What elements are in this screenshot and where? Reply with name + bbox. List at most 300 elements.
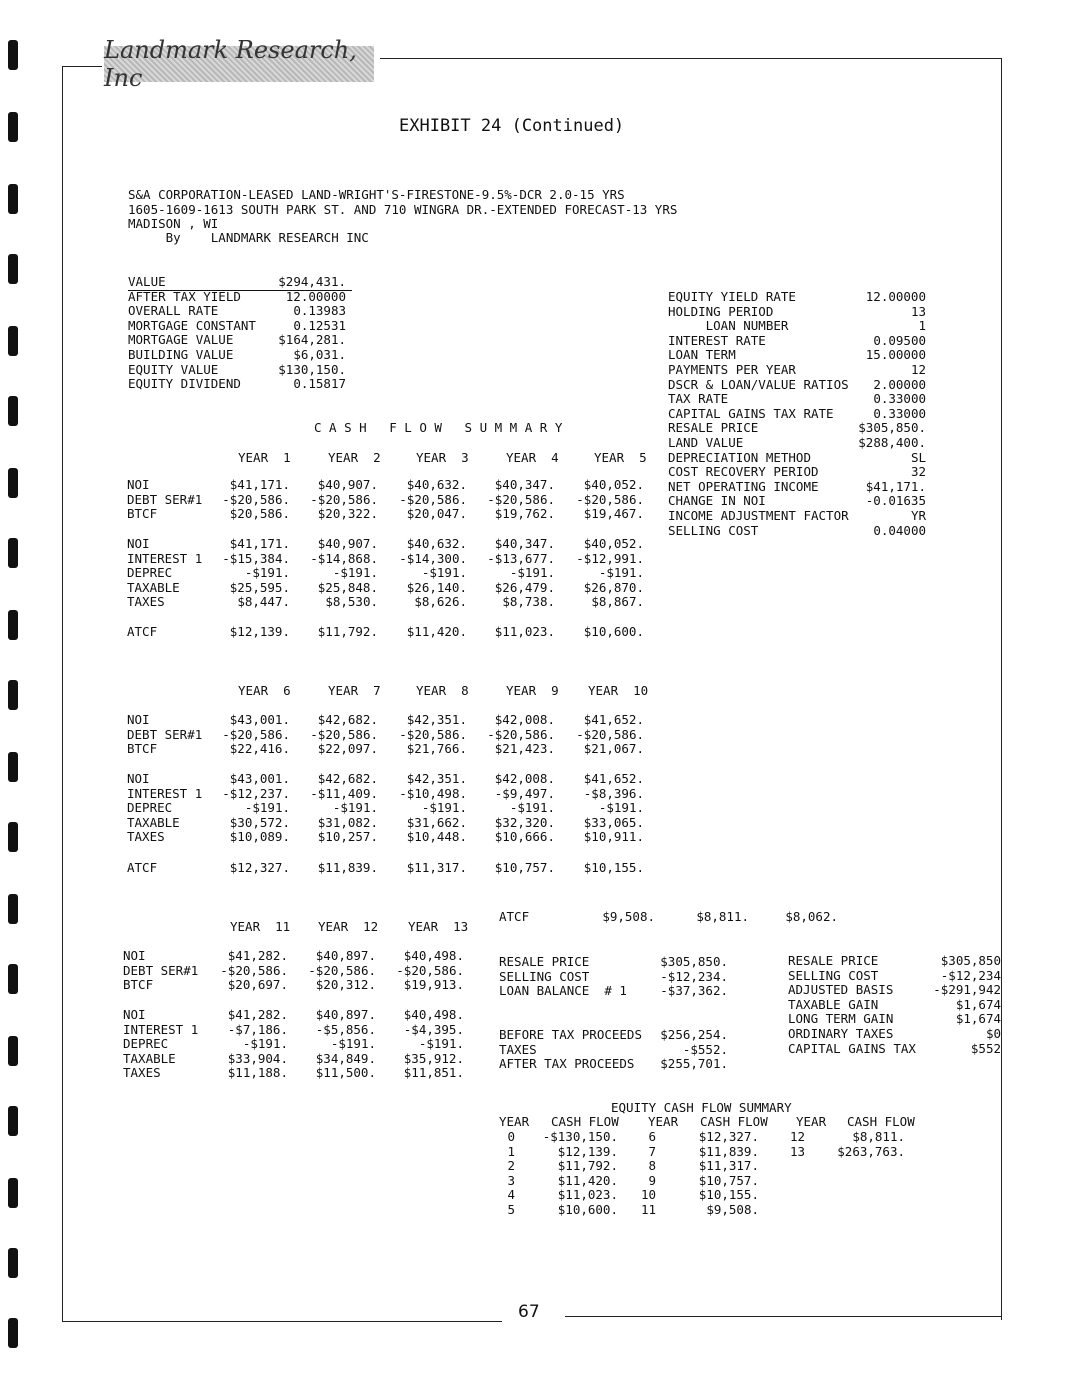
- row-label: INTEREST 1: [127, 785, 203, 801]
- ecfs-year: 4: [507, 1187, 515, 1203]
- binder-hole: [8, 680, 18, 710]
- assumption-value: 0.09500: [873, 332, 926, 348]
- cell-value: -$20,586.: [487, 491, 555, 507]
- exhibit-title: EXHIBIT 24 (Continued): [399, 116, 625, 136]
- gain-value: $305,850: [940, 953, 1001, 968]
- proceeds-value: $255,701.: [660, 1056, 728, 1072]
- assumption-label: LAND VALUE: [668, 435, 744, 450]
- assumption-label: PAYMENTS PER YEAR: [668, 362, 796, 377]
- frame-line: [380, 58, 1002, 59]
- cell-value: $8,738.: [502, 594, 555, 610]
- resale-value: $305,850.: [660, 954, 728, 969]
- resale-value: -$37,362.: [660, 983, 728, 999]
- assumption-label: RESALE PRICE: [668, 420, 759, 436]
- binder-hole: [8, 40, 18, 70]
- year-header: YEAR 8: [416, 683, 469, 698]
- ecfs-header-year: YEAR: [796, 1114, 827, 1129]
- year-header: YEAR 9: [506, 683, 559, 698]
- cell-value: $10,666.: [494, 829, 555, 845]
- valuation-value: $130,150.: [278, 361, 346, 377]
- assumption-value: 15.00000: [865, 347, 926, 363]
- cell-value: -$20,586.: [310, 491, 378, 507]
- assumption-label: EQUITY YIELD RATE: [668, 289, 796, 304]
- cell-value: -$20,586.: [399, 491, 467, 507]
- cell-value: $8,626.: [414, 594, 467, 610]
- row-label: ATCF: [499, 909, 530, 924]
- cell-value: $8,530.: [325, 594, 378, 610]
- row-label: NOI: [127, 477, 150, 492]
- ecfs-cash-flow: $10,155.: [698, 1187, 759, 1203]
- cell-value: -$20,586.: [576, 491, 644, 507]
- cell-value: $22,416.: [229, 741, 290, 757]
- binder-hole: [8, 112, 18, 142]
- ecfs-cash-flow: $11,420.: [557, 1172, 618, 1188]
- cell-value: $8,062.: [785, 909, 838, 924]
- cell-value: $11,792.: [317, 624, 378, 639]
- cell-value: -$191.: [332, 565, 378, 581]
- frame-line: [62, 66, 102, 67]
- binder-hole: [8, 1318, 18, 1348]
- cell-value: $42,682.: [317, 712, 378, 727]
- assumption-value: SL: [910, 449, 926, 465]
- cell-value: $40,907.: [317, 477, 378, 492]
- cell-value: $11,851.: [403, 1065, 464, 1081]
- valuation-value: 0.13983: [293, 303, 346, 319]
- assumption-label: LOAN TERM: [668, 347, 736, 363]
- year-header: YEAR 1: [238, 450, 291, 465]
- binder-hole: [8, 1178, 18, 1208]
- valuation-label: MORTGAGE CONSTANT: [128, 317, 256, 333]
- cell-value: $41,282.: [227, 948, 288, 963]
- cell-value: $12,327.: [229, 860, 290, 875]
- cell-value: -$191.: [244, 565, 290, 581]
- row-label: DEPREC: [123, 1036, 169, 1052]
- ecfs-year: 11: [640, 1202, 656, 1217]
- property-header-line: 1605-1609-1613 SOUTH PARK ST. AND 710 WINGRA DR.-EXTENDED FORECAST-13 YRS: [128, 202, 678, 217]
- binder-hole: [8, 822, 18, 852]
- binder-hole: [8, 326, 18, 356]
- year-header: YEAR 6: [238, 683, 291, 698]
- cell-value: -$14,868.: [310, 550, 378, 566]
- cell-value: $10,257.: [317, 829, 378, 845]
- cell-value: $20,697.: [227, 977, 288, 993]
- assumption-label: NET OPERATING INCOME: [668, 478, 819, 494]
- cell-value: -$20,586.: [222, 491, 290, 507]
- cell-value: $20,047.: [406, 506, 467, 522]
- cell-value: -$13,677.: [487, 550, 555, 566]
- ecfs-cash-flow: $11,792.: [557, 1158, 618, 1174]
- assumption-label: SELLING COST: [668, 522, 759, 538]
- row-label: INTEREST 1: [127, 550, 203, 566]
- page-number: 67: [518, 1302, 540, 1322]
- ecfs-cash-flow: -$130,150.: [542, 1129, 618, 1144]
- cell-value: $32,320.: [494, 814, 555, 830]
- gain-label: CAPITAL GAINS TAX: [788, 1040, 916, 1056]
- cell-value: $30,572.: [229, 814, 290, 830]
- cell-value: $40,897.: [315, 1007, 376, 1022]
- proceeds-label: AFTER TAX PROCEEDS: [499, 1056, 635, 1072]
- cell-value: $40,498.: [403, 1007, 464, 1022]
- row-label: DEPREC: [127, 565, 173, 581]
- row-label: BTCF: [127, 506, 158, 522]
- gain-label: RESALE PRICE: [788, 953, 879, 968]
- cell-value: $20,312.: [315, 977, 376, 993]
- cell-value: $21,067.: [583, 741, 644, 757]
- assumption-value: 2.00000: [873, 376, 926, 392]
- cell-value: $40,347.: [494, 536, 555, 551]
- gain-value: -$291,942: [933, 982, 1001, 998]
- cell-value: -$191.: [598, 565, 644, 581]
- cell-value: $42,008.: [494, 712, 555, 727]
- ecfs-year: 8: [648, 1158, 656, 1174]
- row-label: BTCF: [127, 741, 158, 757]
- frame-line: [62, 66, 63, 1322]
- binder-hole: [8, 1106, 18, 1136]
- valuation-label: EQUITY VALUE: [128, 361, 219, 377]
- cell-value: $26,140.: [406, 579, 467, 595]
- cell-value: -$9,497.: [494, 785, 555, 801]
- valuation-value: $294,431.: [278, 274, 346, 289]
- proceeds-value: $256,254.: [660, 1027, 728, 1042]
- cell-value: $10,911.: [583, 829, 644, 845]
- cell-value: $40,907.: [317, 536, 378, 551]
- cell-value: -$15,384.: [222, 550, 290, 566]
- year-header: YEAR 2: [328, 450, 381, 465]
- cell-value: $43,001.: [229, 712, 290, 727]
- assumption-value: $288,400.: [858, 435, 926, 450]
- cell-value: $19,762.: [494, 506, 555, 522]
- assumption-label: DSCR & LOAN/VALUE RATIOS: [668, 376, 849, 392]
- cell-value: $10,757.: [494, 860, 555, 875]
- cell-value: $40,347.: [494, 477, 555, 492]
- cell-value: $11,500.: [315, 1065, 376, 1081]
- cell-value: -$191.: [509, 800, 555, 816]
- cell-value: -$12,237.: [222, 785, 290, 801]
- gain-label: ORDINARY TAXES: [788, 1026, 894, 1041]
- row-label: ATCF: [127, 860, 158, 875]
- year-header: YEAR 12: [318, 919, 379, 934]
- cell-value: -$191.: [421, 565, 467, 581]
- cell-value: $19,913.: [403, 977, 464, 993]
- ecfs-cash-flow: $12,139.: [557, 1143, 618, 1159]
- ecfs-year: 5: [507, 1202, 515, 1217]
- cell-value: $31,082.: [317, 814, 378, 830]
- cell-value: $11,839.: [317, 860, 378, 875]
- ecfs-cash-flow: $10,757.: [698, 1172, 759, 1188]
- cell-value: -$20,586.: [222, 726, 290, 742]
- binder-hole: [8, 468, 18, 498]
- resale-value: -$12,234.: [660, 968, 728, 984]
- ecfs-header-year: YEAR: [648, 1114, 679, 1129]
- cell-value: $11,023.: [494, 624, 555, 639]
- binder-hole: [8, 1248, 18, 1278]
- cell-value: $40,632.: [406, 536, 467, 551]
- gain-value: $1,674: [955, 996, 1001, 1012]
- cell-value: $42,351.: [406, 771, 467, 786]
- gain-label: LONG TERM GAIN: [788, 1011, 894, 1027]
- cell-value: -$8,396.: [583, 785, 644, 801]
- cell-value: $26,479.: [494, 579, 555, 595]
- cell-value: -$191.: [598, 800, 644, 816]
- ecfs-cash-flow: $12,327.: [698, 1129, 759, 1144]
- cash-flow-summary-title: C A S H F L O W S U M M A R Y: [314, 420, 563, 435]
- assumption-label: HOLDING PERIOD: [668, 303, 774, 319]
- cell-value: $22,097.: [317, 741, 378, 757]
- frame-line: [1001, 58, 1002, 1320]
- ecfs-year: 6: [648, 1129, 656, 1144]
- assumption-label: LOAN NUMBER: [668, 318, 789, 334]
- ecfs-cash-flow: $10,600.: [557, 1202, 618, 1217]
- ecfs-cash-flow: $11,317.: [698, 1158, 759, 1174]
- property-header-line: S&A CORPORATION-LEASED LAND-WRIGHT'S-FIRESTONE-9.5%-DCR 2.0-15 YRS: [128, 187, 625, 202]
- cell-value: $12,139.: [229, 624, 290, 639]
- cell-value: $40,897.: [315, 948, 376, 963]
- assumption-label: INCOME ADJUSTMENT FACTOR: [668, 508, 849, 523]
- ecfs-year: 9: [648, 1172, 656, 1188]
- cell-value: $25,595.: [229, 579, 290, 595]
- cell-value: $20,586.: [229, 506, 290, 522]
- valuation-value: 0.12531: [293, 317, 346, 333]
- cell-value: -$20,586.: [576, 726, 644, 742]
- binder-hole: [8, 396, 18, 426]
- row-label: BTCF: [123, 977, 154, 993]
- row-label: TAXES: [127, 594, 165, 610]
- cell-value: $19,467.: [583, 506, 644, 522]
- ecfs-header-cash-flow: CASH FLOW: [847, 1114, 915, 1129]
- ecfs-cash-flow: $263,763.: [837, 1143, 905, 1159]
- row-label: DEBT SER#1: [127, 726, 203, 742]
- cell-value: $11,317.: [406, 860, 467, 875]
- company-logo: Landmark Research, Inc: [104, 46, 374, 82]
- cell-value: $31,662.: [406, 814, 467, 830]
- valuation-label: OVERALL RATE: [128, 303, 219, 319]
- binder-hole: [8, 964, 18, 994]
- cell-value: $10,600.: [583, 624, 644, 639]
- cell-value: $42,351.: [406, 712, 467, 727]
- row-label: NOI: [123, 948, 146, 963]
- valuation-label: VALUE: [128, 275, 352, 291]
- cell-value: $8,811.: [696, 909, 749, 924]
- ecfs-year: 7: [648, 1143, 656, 1159]
- valuation-value: 12.00000: [285, 288, 346, 304]
- ecfs-cash-flow: $11,839.: [698, 1143, 759, 1159]
- gain-label: TAXABLE GAIN: [788, 996, 879, 1012]
- cell-value: $33,065.: [583, 814, 644, 830]
- row-label: DEBT SER#1: [123, 962, 199, 978]
- row-label: NOI: [127, 712, 150, 727]
- cell-value: -$12,991.: [576, 550, 644, 566]
- ecfs-year: 10: [640, 1187, 656, 1203]
- proceeds-label: TAXES: [499, 1041, 537, 1057]
- valuation-label: AFTER TAX YIELD: [128, 288, 241, 304]
- proceeds-label: BEFORE TAX PROCEEDS: [499, 1027, 642, 1042]
- binder-hole: [8, 610, 18, 640]
- cell-value: $20,322.: [317, 506, 378, 522]
- valuation-label: BUILDING VALUE: [128, 347, 234, 362]
- cell-value: $42,682.: [317, 771, 378, 786]
- cell-value: -$20,586.: [487, 726, 555, 742]
- cell-value: -$191.: [332, 800, 378, 816]
- cell-value: -$10,498.: [399, 785, 467, 801]
- frame-line: [565, 1316, 1002, 1317]
- cell-value: -$20,586.: [220, 962, 288, 978]
- cell-value: $35,912.: [403, 1050, 464, 1066]
- cell-value: $26,870.: [583, 579, 644, 595]
- ecfs-header-year: YEAR: [499, 1114, 530, 1129]
- valuation-value: 0.15817: [293, 376, 346, 392]
- property-header-line: By LANDMARK RESEARCH INC: [128, 230, 369, 245]
- year-header: YEAR 4: [506, 450, 559, 465]
- year-header: YEAR 5: [594, 450, 647, 465]
- assumption-label: COST RECOVERY PERIOD: [668, 464, 819, 480]
- cell-value: $11,420.: [406, 624, 467, 639]
- row-label: NOI: [127, 771, 150, 786]
- assumption-value: -0.01635: [865, 493, 926, 509]
- cell-value: -$5,856.: [315, 1021, 376, 1037]
- row-label: NOI: [127, 536, 150, 551]
- row-label: DEBT SER#1: [127, 491, 203, 507]
- valuation-value: $164,281.: [278, 332, 346, 348]
- cell-value: -$7,186.: [227, 1021, 288, 1037]
- assumption-label: TAX RATE: [668, 391, 729, 407]
- cell-value: $21,766.: [406, 741, 467, 757]
- cell-value: $10,448.: [406, 829, 467, 845]
- cell-value: $40,498.: [403, 948, 464, 963]
- cell-value: $42,008.: [494, 771, 555, 786]
- assumption-value: 32: [910, 464, 926, 480]
- ecfs-year: 1: [507, 1143, 515, 1159]
- cell-value: $25,848.: [317, 579, 378, 595]
- cell-value: $40,052.: [583, 536, 644, 551]
- row-label: TAXES: [123, 1065, 161, 1081]
- ecfs-year: 3: [507, 1172, 515, 1188]
- year-header: YEAR 13: [408, 919, 469, 934]
- ecfs-title: EQUITY CASH FLOW SUMMARY: [611, 1100, 792, 1115]
- ecfs-year: 0: [507, 1129, 515, 1144]
- frame-line: [62, 1321, 502, 1322]
- binder-hole: [8, 1036, 18, 1066]
- row-label: TAXABLE: [127, 579, 180, 595]
- assumption-value: YR: [910, 508, 926, 523]
- row-label: TAXABLE: [127, 814, 180, 830]
- gain-value: $1,674: [955, 1011, 1001, 1027]
- cell-value: $11,188.: [227, 1065, 288, 1081]
- cell-value: $21,423.: [494, 741, 555, 757]
- ecfs-header-cash-flow: CASH FLOW: [551, 1114, 619, 1129]
- proceeds-value: -$552.: [682, 1041, 728, 1057]
- year-header: YEAR 11: [230, 919, 291, 934]
- cell-value: $34,849.: [315, 1050, 376, 1066]
- row-label: ATCF: [127, 624, 158, 639]
- assumption-value: 0.33000: [873, 391, 926, 407]
- valuation-label: MORTGAGE VALUE: [128, 332, 234, 348]
- ecfs-year: 12: [789, 1129, 805, 1144]
- cell-value: -$191.: [244, 800, 290, 816]
- cell-value: $33,904.: [227, 1050, 288, 1066]
- row-label: TAXABLE: [123, 1050, 176, 1066]
- cell-value: $41,282.: [227, 1007, 288, 1022]
- row-label: INTEREST 1: [123, 1021, 199, 1037]
- valuation-value: $6,031.: [293, 347, 346, 362]
- year-header: YEAR 10: [588, 683, 649, 698]
- cell-value: $43,001.: [229, 771, 290, 786]
- cell-value: -$191.: [330, 1036, 376, 1052]
- binder-hole: [8, 538, 18, 568]
- cell-value: -$11,409.: [310, 785, 378, 801]
- assumption-value: 0.04000: [873, 522, 926, 538]
- gain-label: ADJUSTED BASIS: [788, 982, 894, 998]
- cell-value: -$191.: [242, 1036, 288, 1052]
- assumption-value: $41,171.: [865, 478, 926, 494]
- cell-value: $41,652.: [583, 712, 644, 727]
- gain-label: SELLING COST: [788, 967, 879, 983]
- cell-value: -$4,395.: [403, 1021, 464, 1037]
- cell-value: $8,447.: [237, 594, 290, 610]
- assumption-label: CHANGE IN NOI: [668, 493, 766, 509]
- row-label: NOI: [123, 1007, 146, 1022]
- cell-value: -$191.: [421, 800, 467, 816]
- cell-value: $41,652.: [583, 771, 644, 786]
- resale-label: LOAN BALANCE # 1: [499, 983, 627, 999]
- ecfs-cash-flow: $9,508.: [706, 1202, 759, 1217]
- cell-value: -$20,586.: [399, 726, 467, 742]
- cell-value: $41,171.: [229, 536, 290, 551]
- property-header-line: MADISON , WI: [128, 216, 219, 231]
- assumption-label: DEPRECIATION METHOD: [668, 449, 811, 465]
- year-header: YEAR 7: [328, 683, 381, 698]
- assumption-value: 0.33000: [873, 405, 926, 421]
- gain-value: $0: [985, 1026, 1001, 1041]
- gain-value: -$12,234: [940, 967, 1001, 983]
- assumption-label: CAPITAL GAINS TAX RATE: [668, 405, 834, 421]
- binder-hole: [8, 752, 18, 782]
- resale-label: RESALE PRICE: [499, 954, 590, 969]
- ecfs-cash-flow: $11,023.: [557, 1187, 618, 1203]
- cell-value: -$20,586.: [308, 962, 376, 978]
- cell-value: -$20,586.: [310, 726, 378, 742]
- cell-value: -$191.: [418, 1036, 464, 1052]
- assumption-value: 12.00000: [865, 289, 926, 304]
- gain-value: $552: [970, 1040, 1001, 1056]
- ecfs-header-cash-flow: CASH FLOW: [700, 1114, 768, 1129]
- row-label: TAXES: [127, 829, 165, 845]
- resale-label: SELLING COST: [499, 968, 590, 984]
- ecfs-year: 2: [507, 1158, 515, 1174]
- cell-value: $10,155.: [583, 860, 644, 875]
- cell-value: $10,089.: [229, 829, 290, 845]
- cell-value: $40,632.: [406, 477, 467, 492]
- binder-hole: [8, 254, 18, 284]
- ecfs-cash-flow: $8,811.: [852, 1129, 905, 1144]
- cell-value: -$20,586.: [396, 962, 464, 978]
- year-header: YEAR 3: [416, 450, 469, 465]
- cell-value: $40,052.: [583, 477, 644, 492]
- binder-hole: [8, 184, 18, 214]
- valuation-label: EQUITY DIVIDEND: [128, 376, 241, 392]
- cell-value: $41,171.: [229, 477, 290, 492]
- cell-value: -$14,300.: [399, 550, 467, 566]
- ecfs-year: 13: [789, 1143, 805, 1159]
- cell-value: -$191.: [509, 565, 555, 581]
- assumption-value: 1: [918, 318, 926, 334]
- assumption-label: INTEREST RATE: [668, 332, 766, 348]
- assumption-value: 12: [910, 362, 926, 377]
- binder-hole: [8, 894, 18, 924]
- assumption-value: $305,850.: [858, 420, 926, 436]
- assumption-value: 13: [910, 303, 926, 319]
- cell-value: $9,508.: [602, 909, 655, 924]
- row-label: DEPREC: [127, 800, 173, 816]
